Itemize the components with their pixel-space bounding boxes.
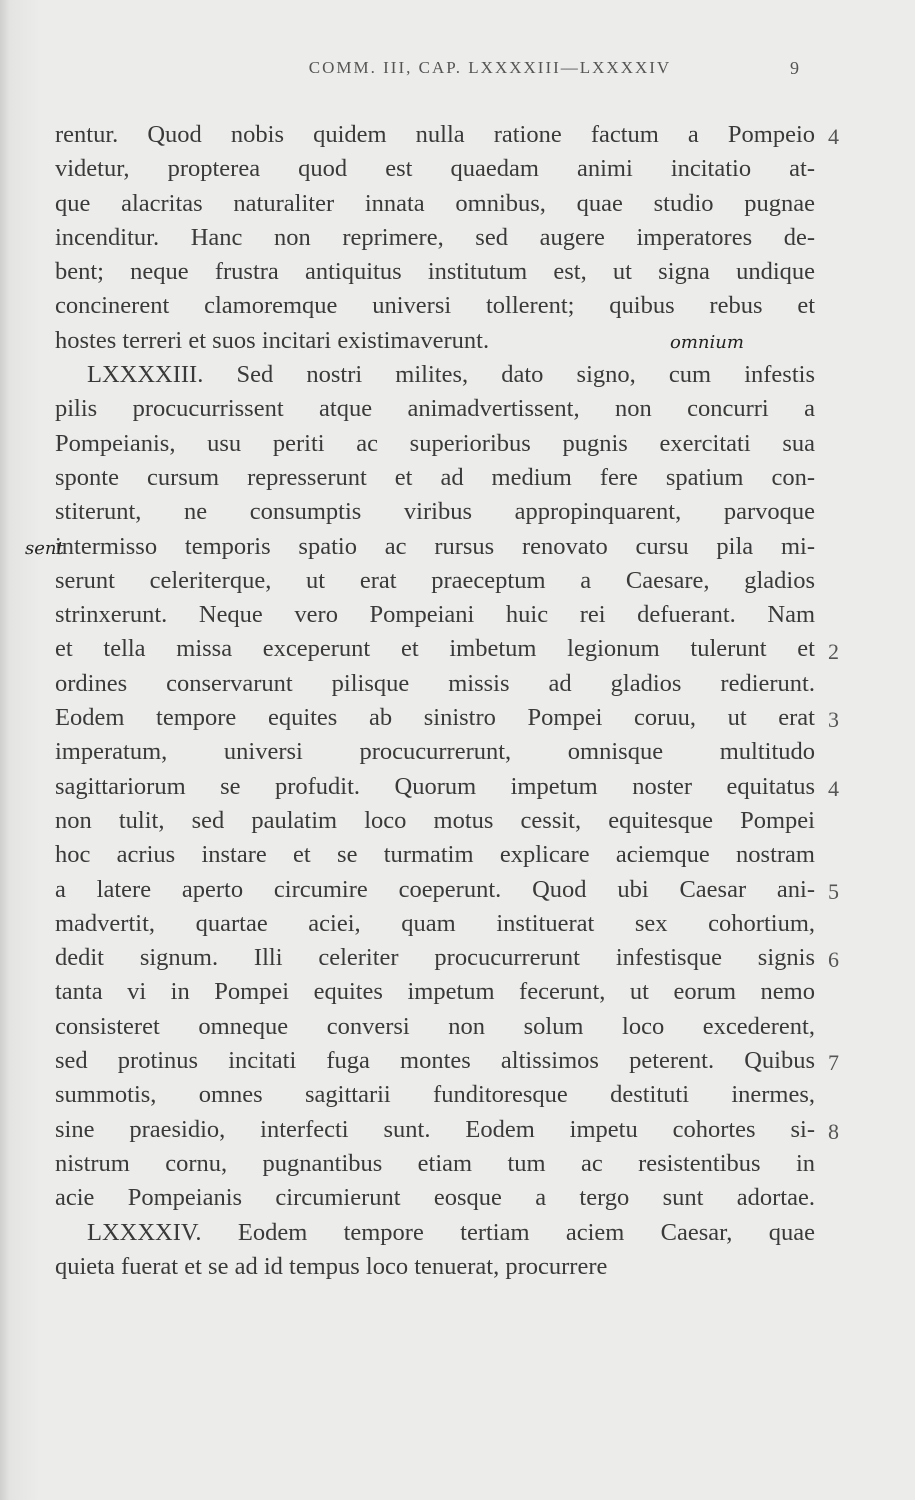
body-text	[55, 118, 815, 1284]
text-line: et tella missa exceperunt et imbetum legionum tulerunt et	[55, 635, 815, 663]
text-line: rentur. Quod nobis quidem nulla ratione factum a Pompeio	[55, 121, 815, 148]
text-line: summotis, omnes sagittarii funditoresque destituti inermes,	[55, 1081, 815, 1109]
text-line: tanta vi in Pompei equites impetum fecerunt, ut eorum nemo	[55, 978, 815, 1006]
text-line: Pompeianis, usu periti ac superioribus pugnis exercitati sua	[55, 429, 815, 457]
text-line: ordines conservarunt pilisque missis ad gladios redierunt.	[55, 669, 815, 697]
margin-number: 8	[828, 1118, 839, 1144]
text-line: acie Pompeianis circumierunt eosque a tergo sunt adortae.	[55, 1184, 815, 1212]
text-line: madvertit, quartae aciei, quam instituerat sex cohortium,	[55, 909, 815, 937]
text-line: LXXXXIII. Sed nostri milites, dato signo, cum infestis	[87, 361, 815, 389]
text-line: hostes terreri et suos incitari existimaverunt.	[55, 326, 490, 354]
text-line: sed protinus incitati fuga montes altissimos peterent. Quibus	[55, 1047, 815, 1075]
text-line: quieta fuerat et se ad id tempus loco tenuerat, procurrere	[55, 1252, 608, 1280]
page-number: 9	[790, 58, 799, 78]
text-line: concinerent clamoremque universi tollerent; quibus rebus et	[55, 292, 815, 320]
margin-number: 3	[828, 707, 839, 733]
text-line: Eodem tempore equites ab sinistro Pompei coruu, ut erat	[55, 704, 815, 732]
text-line: dedit signum. Illi celeriter procucurrerunt infestisque signis	[55, 944, 815, 972]
handwritten-note: sent	[25, 537, 64, 559]
margin-number: 4	[828, 775, 839, 801]
text-line: hoc acrius instare et se turmatim explicare aciemque nostram	[55, 841, 815, 869]
margin-number: 7	[828, 1050, 839, 1076]
text-line: LXXXXIV. Eodem tempore tertiam aciem Caesar, quae	[87, 1218, 815, 1246]
text-line: bent; neque frustra antiquitus institutum est, ut signa undique	[55, 258, 815, 286]
handwritten-note: omnium	[670, 331, 744, 353]
margin-number: 2	[828, 638, 839, 664]
running-title: COMM. III, CAP. LXXXXIII—LXXXXIV	[308, 58, 672, 77]
text-line: imperatum, universi procucurrerunt, omnisque multitudo	[55, 738, 815, 766]
text-line: sponte cursum represserunt et ad medium fere spatium con-	[55, 463, 815, 491]
margin-number: 4	[828, 124, 839, 149]
margin-number: 6	[828, 947, 839, 973]
text-line: strinxerunt. Neque vero Pompeiani huic rei defuerant. Nam	[55, 601, 815, 629]
text-line: incenditur. Hanc non reprimere, sed augere imperatores de-	[55, 223, 815, 251]
text-line: a latere aperto circumire coeperunt. Quod ubi Caesar ani-	[55, 875, 815, 903]
text-line: sine praesidio, interfecti sunt. Eodem impetu cohortes si-	[55, 1115, 815, 1143]
text-line: non tulit, sed paulatim loco motus cessit, equitesque Pompei	[55, 806, 815, 834]
text-line: nistrum cornu, pugnantibus etiam tum ac resistentibus in	[55, 1149, 815, 1177]
text-line: pilis procucurrissent atque animadvertissent, non concurri a	[55, 395, 815, 423]
text-line: serunt celeriterque, ut erat praeceptum a Caesare, gladios	[55, 566, 815, 594]
text-line: stiterunt, ne consumptis viribus appropinquarent, parvoque	[55, 498, 815, 526]
text-line: sagittariorum se profudit. Quorum impetum noster equitatus	[55, 772, 815, 800]
text-line: consisteret omneque conversi non solum loco excederent,	[55, 1012, 815, 1040]
text-line: intermisso temporis spatio ac rursus renovato cursu pila mi-	[55, 532, 815, 560]
text-line: que alacritas naturaliter innata omnibus, quae studio pugnae	[55, 189, 815, 217]
margin-number: 5	[828, 878, 839, 904]
text-line: videtur, propterea quod est quaedam animi incitatio at-	[55, 155, 815, 183]
